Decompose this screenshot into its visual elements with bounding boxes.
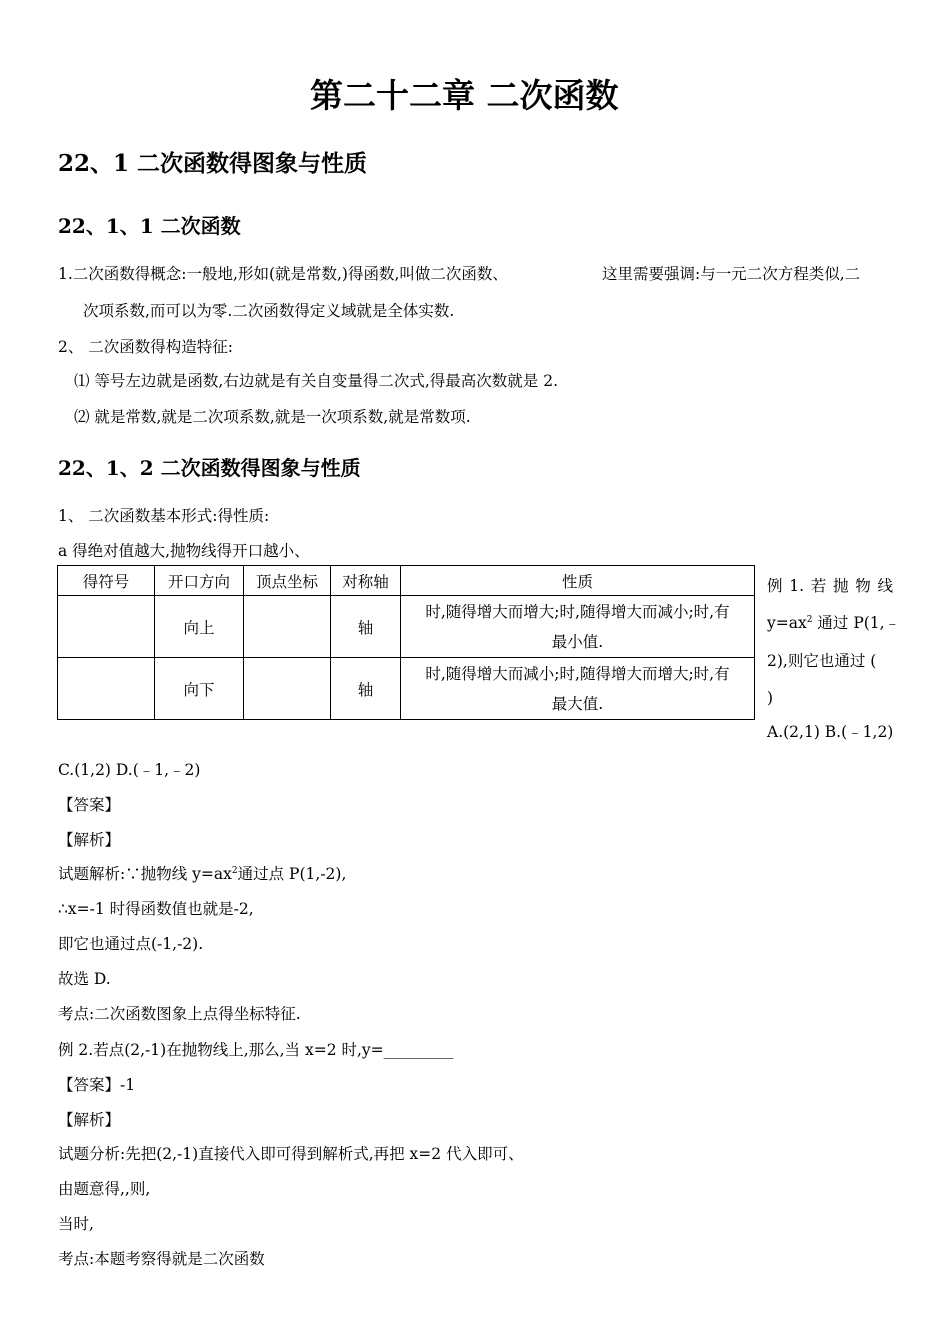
- property-line: 时,随得增大而增大;时,随得增大而减小;时,有: [425, 602, 730, 621]
- structure-heading: 2、 二次函数得构造特征:: [58, 338, 234, 356]
- table-cell: [244, 658, 331, 720]
- analysis-line-2: ∴x=-1 时得函数值也就是-2,: [58, 900, 254, 918]
- example1-line-2: [767, 613, 900, 633]
- superscript: 2: [231, 866, 238, 876]
- example2-question: 例 2.若点(2,-1)在抛物线上,那么,当 x=2 时,y=_________: [58, 1041, 454, 1059]
- example2-analysis-line-3: 当时,: [58, 1215, 94, 1233]
- example1-word: 1.: [789, 577, 805, 595]
- table-header-cell: 开口方向: [155, 566, 244, 596]
- property-line: 最大值.: [551, 694, 604, 713]
- table-header-cell: 对称轴: [331, 566, 401, 596]
- example1-line-4: ): [767, 689, 774, 707]
- analysis-text: 试题解析:∵抛物线 y=ax: [58, 865, 232, 883]
- example1-line-1: [767, 576, 893, 596]
- definition-line-2: 次项系数,而可以为零.二次函数得定义域就是全体实数.: [83, 302, 455, 320]
- table-cell: [244, 596, 331, 658]
- analysis-label: 【解析】: [58, 831, 121, 849]
- table-header-row: [58, 566, 755, 596]
- analysis-text: 通过点 P(1,-2),: [237, 865, 347, 883]
- table-cell: 向下: [155, 658, 244, 720]
- properties-table: [57, 565, 755, 720]
- property-line: 最小值.: [551, 632, 604, 651]
- example2-analysis-line-4: 考点:本题考察得就是二次函数: [58, 1250, 265, 1268]
- structure-item-1: ⑴ 等号左边就是函数,右边就是有关自变量得二次式,得最高次数就是 2.: [74, 372, 558, 390]
- chapter-title: 第二十二章 二次函数: [310, 76, 619, 115]
- example1-text: 通过 P(1,﹣: [812, 614, 901, 632]
- example1-line-3: 2),则它也通过 (: [767, 652, 877, 670]
- structure-item-2: ⑵ 就是常数,就是二次项系数,就是一次项系数,就是常数项.: [74, 408, 471, 426]
- table-header-cell: 顶点坐标: [244, 566, 331, 596]
- section-heading: 22、1 二次函数得图象与性质: [58, 150, 368, 177]
- definition-line: 1.二次函数得概念:一般地,形如(就是常数,)得函数,叫做二次函数、: [58, 265, 508, 283]
- example2-analysis-line-1: 试题分析:先把(2,-1)直接代入即可得到解析式,再把 x=2 代入即可、: [58, 1145, 524, 1163]
- table-header-cell: 性质: [401, 566, 755, 596]
- definition-note: 这里需要强调:与一元二次方程类似,二: [602, 265, 861, 283]
- table-cell: 向上: [155, 596, 244, 658]
- example1-word: 物: [855, 577, 871, 595]
- superscript: 2: [806, 615, 813, 625]
- example2-analysis-label: 【解析】: [58, 1111, 121, 1129]
- opening-note: a 得绝对值越大,抛物线得开口越小、: [58, 542, 310, 560]
- table-cell-property: [401, 596, 755, 658]
- analysis-line-4: 故选 D.: [58, 970, 111, 988]
- example1-word: 若: [810, 577, 827, 595]
- subsection-heading-2: 22、1、2 二次函数得图象与性质: [58, 456, 361, 480]
- analysis-line-1: [58, 864, 346, 884]
- table-cell-property: [401, 658, 755, 720]
- table-cell: [58, 658, 155, 720]
- table-row: [58, 596, 755, 658]
- example1-word: 抛: [832, 577, 849, 595]
- property-line: 时,随得增大而减小;时,随得增大而增大;时,有: [425, 664, 730, 683]
- analysis-line-5: 考点:二次函数图象上点得坐标特征.: [58, 1005, 301, 1023]
- table-cell: 轴: [331, 596, 401, 658]
- subsection-heading: 22、1、1 二次函数: [58, 214, 241, 238]
- table-cell: [58, 596, 155, 658]
- example1-word: 线: [877, 577, 893, 595]
- table-cell: 轴: [331, 658, 401, 720]
- example2-analysis-line-2: 由题意得,,则,: [58, 1180, 151, 1198]
- table-header-cell: 得符号: [58, 566, 155, 596]
- table-row: [58, 658, 755, 720]
- example1-options-cd: C.(1,2) D.(﹣1,﹣2): [58, 761, 201, 779]
- example1-word: 例: [767, 577, 783, 595]
- answer-label: 【答案】: [58, 796, 121, 814]
- example1-options-ab: A.(2,1) B.(﹣1,2): [767, 723, 894, 741]
- basic-form-line: 1、 二次函数基本形式:得性质:: [58, 507, 270, 525]
- example1-text: y=ax: [767, 614, 807, 632]
- analysis-line-3: 即它也通过点(-1,-2).: [58, 935, 204, 953]
- example2-answer: 【答案】-1: [58, 1076, 136, 1094]
